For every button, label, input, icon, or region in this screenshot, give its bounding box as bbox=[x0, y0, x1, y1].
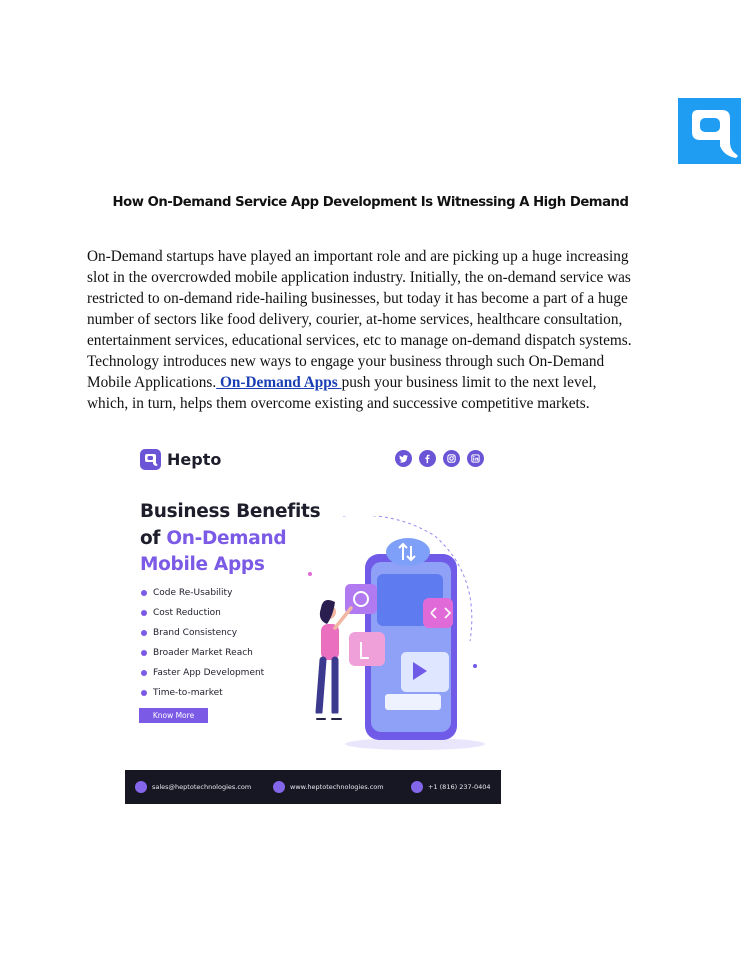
website-url: www.heptotechnologies.com bbox=[290, 783, 384, 791]
bullet-icon bbox=[141, 610, 147, 616]
benefit-label: Broader Market Reach bbox=[153, 648, 253, 658]
headline-line: Business Benefits bbox=[140, 501, 321, 522]
know-more-button[interactable]: Know More bbox=[139, 708, 208, 723]
benefit-label: Code Re-Usability bbox=[153, 588, 233, 598]
bullet-icon bbox=[141, 630, 147, 636]
bullet-icon bbox=[141, 670, 147, 676]
body-line: Technology introduces new ways to engage your business through such On-Demand bbox=[87, 353, 605, 370]
corner-logo-icon bbox=[678, 98, 741, 164]
headline-line bbox=[140, 526, 320, 553]
contact-footer bbox=[125, 770, 501, 804]
infographic-headline bbox=[140, 499, 320, 579]
body-line: On-Demand startups have played an important role and are picking up a huge increasing bbox=[87, 248, 629, 265]
document-body bbox=[87, 246, 647, 414]
body-line: restricted to on-demand ride-hailing businesses, but today it has become a part of a huge bbox=[87, 290, 628, 307]
phone-illustration-icon bbox=[305, 516, 495, 751]
body-line bbox=[87, 372, 647, 393]
infographic-image bbox=[125, 436, 501, 804]
benefit-label: Brand Consistency bbox=[153, 628, 238, 638]
twitter-icon[interactable] bbox=[395, 450, 412, 467]
body-line: which, in turn, helps them overcome existing and successive competitive markets. bbox=[87, 395, 590, 412]
globe-icon bbox=[273, 781, 285, 793]
instagram-icon[interactable] bbox=[443, 450, 460, 467]
bullet-icon bbox=[141, 690, 147, 696]
headline-accent: Mobile Apps bbox=[140, 554, 265, 575]
body-text: Mobile Applications. bbox=[87, 374, 217, 391]
benefit-label: Faster App Development bbox=[153, 668, 265, 678]
benefit-label: Time-to-market bbox=[153, 688, 223, 698]
benefit-item bbox=[141, 623, 264, 643]
document-title: How On-Demand Service App Development Is Witnessing A High Demand bbox=[112, 195, 629, 210]
hepto-logo-icon bbox=[140, 449, 161, 470]
body-line: slot in the overcrowded mobile application industry. Initially, the on-demand service was bbox=[87, 269, 631, 286]
benefit-item bbox=[141, 603, 264, 623]
phone-contact[interactable] bbox=[411, 781, 491, 793]
body-line: number of sectors like food delivery, courier, at-home services, healthcare consultation, bbox=[87, 311, 623, 328]
benefit-item bbox=[141, 663, 264, 683]
linkedin-icon[interactable] bbox=[467, 450, 484, 467]
on-demand-apps-link[interactable]: On-Demand Apps bbox=[216, 374, 342, 391]
bullet-icon bbox=[141, 590, 147, 596]
body-line: entertainment services, educational services, etc to manage on-demand dispatch systems. bbox=[87, 332, 632, 349]
facebook-icon[interactable] bbox=[419, 450, 436, 467]
website-contact[interactable] bbox=[273, 781, 411, 793]
email-icon bbox=[135, 781, 147, 793]
benefit-item bbox=[141, 683, 264, 703]
brand-name: Hepto bbox=[167, 450, 222, 469]
benefit-item bbox=[141, 643, 264, 663]
brand-header bbox=[140, 449, 221, 470]
benefits-list bbox=[141, 583, 264, 703]
headline-accent: On-Demand bbox=[166, 527, 287, 549]
body-text: push your business limit to the next level, bbox=[341, 374, 597, 391]
email-contact[interactable] bbox=[135, 781, 273, 793]
social-links bbox=[395, 450, 484, 467]
bullet-icon bbox=[141, 650, 147, 656]
benefit-label: Cost Reduction bbox=[153, 608, 221, 618]
email-address: sales@heptotechnologies.com bbox=[152, 783, 252, 791]
headline-of: of bbox=[140, 527, 167, 549]
benefit-item bbox=[141, 583, 264, 603]
phone-icon bbox=[411, 781, 423, 793]
phone-number: +1 (816) 237-0404 bbox=[428, 783, 491, 791]
